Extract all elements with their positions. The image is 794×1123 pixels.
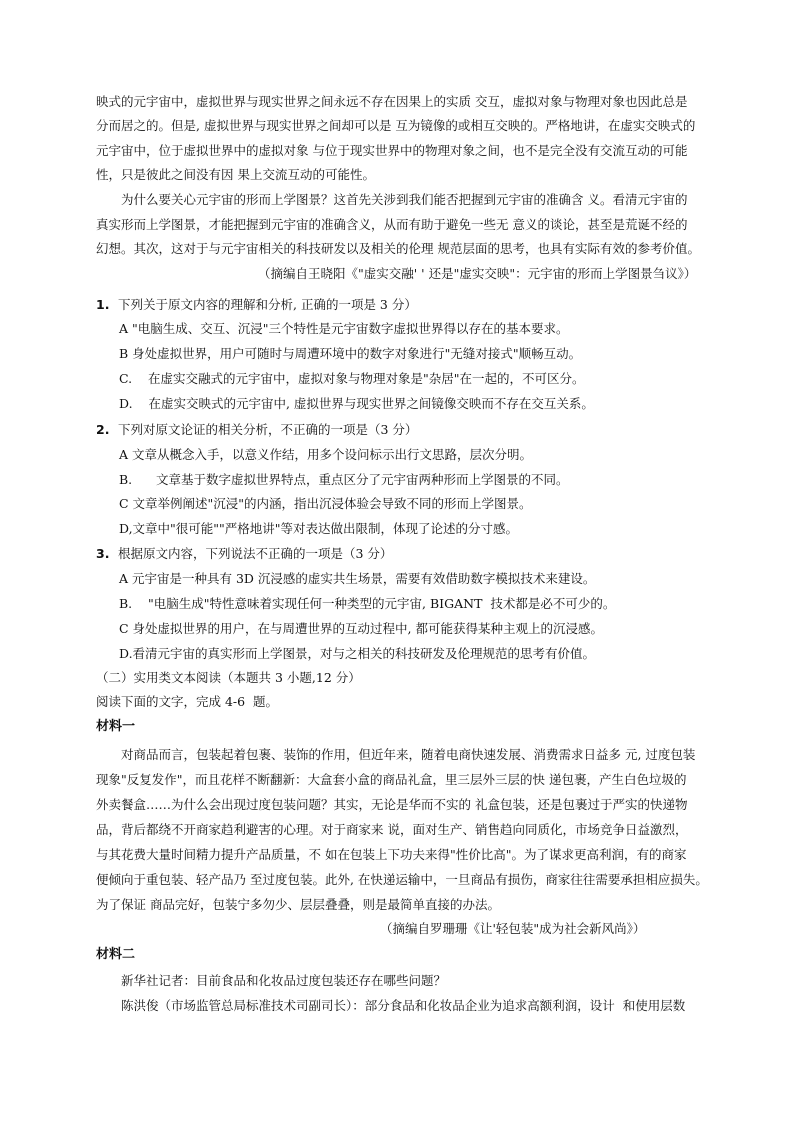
para2-line-1: 为什么要关心元宇宙的形而上学图景？这首先关涉到我们能否把握到元宇宙的准确含 义。看清元宇宙的	[121, 192, 688, 207]
q3-option-d: D.看清元宇宙的真实形而上学图景，对与之相关的科技研发及伦理规范的思考有价值。	[119, 646, 596, 661]
section-2-instruction: 阅读下面的文字，完成 4-6 题。	[96, 694, 279, 709]
question-1-stem: 1. 下列关于原文内容的理解和分析, 正确的一项是 3 分）	[96, 297, 417, 312]
q3-option-b: B. "电脑生成"特性意味着实现任何一种类型的元宇宙, BIGANT 技术都是必不可少的。	[119, 596, 616, 611]
material2-line-2: 陈洪俊（市场监管总局标准技术司副司长）：部分食品和化妆品企业为追求高额利润，设计 和使用层数	[121, 998, 686, 1013]
section-2-title: （二）实用类文本阅读（本题共 3 小题,12 分）	[96, 670, 361, 685]
q1-option-c: C. 在虚实交融式的元宇宙中，虚拟对象与物理对象是"杂居"在一起的，不可区分。	[119, 371, 585, 386]
q3-option-a: A 元宇宙是一种具有 3D 沉浸感的虚实共生场景，需要有效借助数字模拟技术来建设。	[119, 571, 596, 586]
material1-line-6: 便倾向于重包装、轻产品乃 至过度包装。此外, 在快递运输中，一旦商品有损伤，商家往往需要承担相应损失。	[96, 872, 708, 887]
q1-option-a: A "电脑生成、交互、沉浸"三个特性是元宇宙数字虚拟世界得以存在的基本要求。	[119, 321, 569, 336]
material1-line-4: 品，背后都绕不开商家趋利避害的心理。对于商家来 说，面对生产、销售趋向同质化，市场竞争日益激烈，	[96, 822, 688, 837]
q3-option-c: C 身处虚拟世界的用户，在与周遭世界的互动过程中, 都可能获得某种主观上的沉浸感。	[119, 621, 603, 636]
material1-line-1: 对商品而言，包装起着包裹、装饰的作用，但近年来，随着电商快速发展、消费需求日益多 元, 过度包装	[121, 747, 696, 762]
q1-option-b: B 身处虚拟世界，用户可随时与周遭环境中的数字对象进行"无缝对接式"顺畅互动。	[119, 346, 582, 361]
question-2-stem: 2. 下列对原文论证的相关分析，不正确的一项是（3 分）	[96, 422, 418, 437]
source-citation-2: （摘编自罗珊珊《让'轻包装"成为社会新风尚》）	[380, 921, 646, 936]
material1-line-7: 为了保证 商品完好，包装宁多勿少、层层叠叠，则是最简单直接的办法。	[96, 897, 500, 912]
para1-line-3: 元宇宙中，位于虚拟世界中的虚拟对象 与位于现实世界中的物理对象之间，也不是完全没有交流互动的可能	[96, 143, 688, 158]
q1-option-d: D. 在虚实交映式的元宇宙中, 虚拟世界与现实世界之间镜像交映而不存在交互关系。	[119, 396, 594, 411]
para1-line-2: 分而居之的。但是, 虚拟世界与现实世界之间却可以是 互为镜像的或相互交映的。严格地讲，在虚实交映式的	[96, 118, 696, 133]
source-citation-1: （摘编自王晓阳《"虚实交融' ' 还是"虚实交映"：元宇宙的形而上学图景刍议》）	[258, 266, 697, 281]
para1-line-1: 映式的元宇宙中，虚拟世界与现实世界之间永远不存在因果上的实质 交互，虚拟对象与物理对象也因此总是	[96, 94, 688, 109]
q2-option-b: B. 文章基于数字虚拟世界特点，重点区分了元宇宙两种形而上学图景的不同。	[119, 472, 569, 487]
question-3-stem: 3. 根据原文内容，下列说法不正确的一项是（3 分）	[96, 546, 393, 561]
material2-line-1: 新华社记者：目前食品和化妆品过度包装还存在哪些问题？	[121, 973, 447, 988]
material-2-heading: 材料二	[96, 947, 136, 962]
q2-option-d: D,文章中"很可能""严格地讲"等对表达做出限制，体现了论述的分寸感。	[119, 521, 519, 536]
q2-option-c: C 文章举例阐述"沉浸"的内涵，指出沉浸体验会导致不同的形而上学图景。	[119, 496, 532, 511]
material1-line-2: 现象"反复发作"，而且花样不断翻新：大盒套小盒的商品礼盒，里三层外三层的快 递包裹，产生白色垃圾的	[96, 772, 687, 787]
material1-line-3: 外卖餐盒……为什么会出现过度包装问题？其实，无论是华而不实的 礼盒包装，还是包裹过于严实的快递物	[96, 797, 688, 812]
material-1-heading: 材料一	[96, 719, 136, 734]
para1-line-4: 性，只是彼此之间没有因 果上交流互动的可能性。	[96, 167, 375, 182]
material1-line-5: 与其花费大量时间精力提升产品质量，不 如在包装上下功夫来得"性价比高"。为了谋求更高利润，有的商家	[96, 847, 687, 862]
para2-line-2: 真实形而上学图景，才能把握到元宇宙的准确含义，从而有助于避免一些无 意义的谈论，甚至是荒诞不经的	[96, 217, 688, 232]
q2-option-a: A 文章从概念入手，以意义作结，用多个设问标示出行文思路，层次分明。	[119, 447, 533, 462]
para2-line-3: 幻想。其次，这对于与元宇宙相关的科技研发以及相关的伦理 规范层面的思考，也具有实际有效的参考价值。	[96, 241, 700, 256]
